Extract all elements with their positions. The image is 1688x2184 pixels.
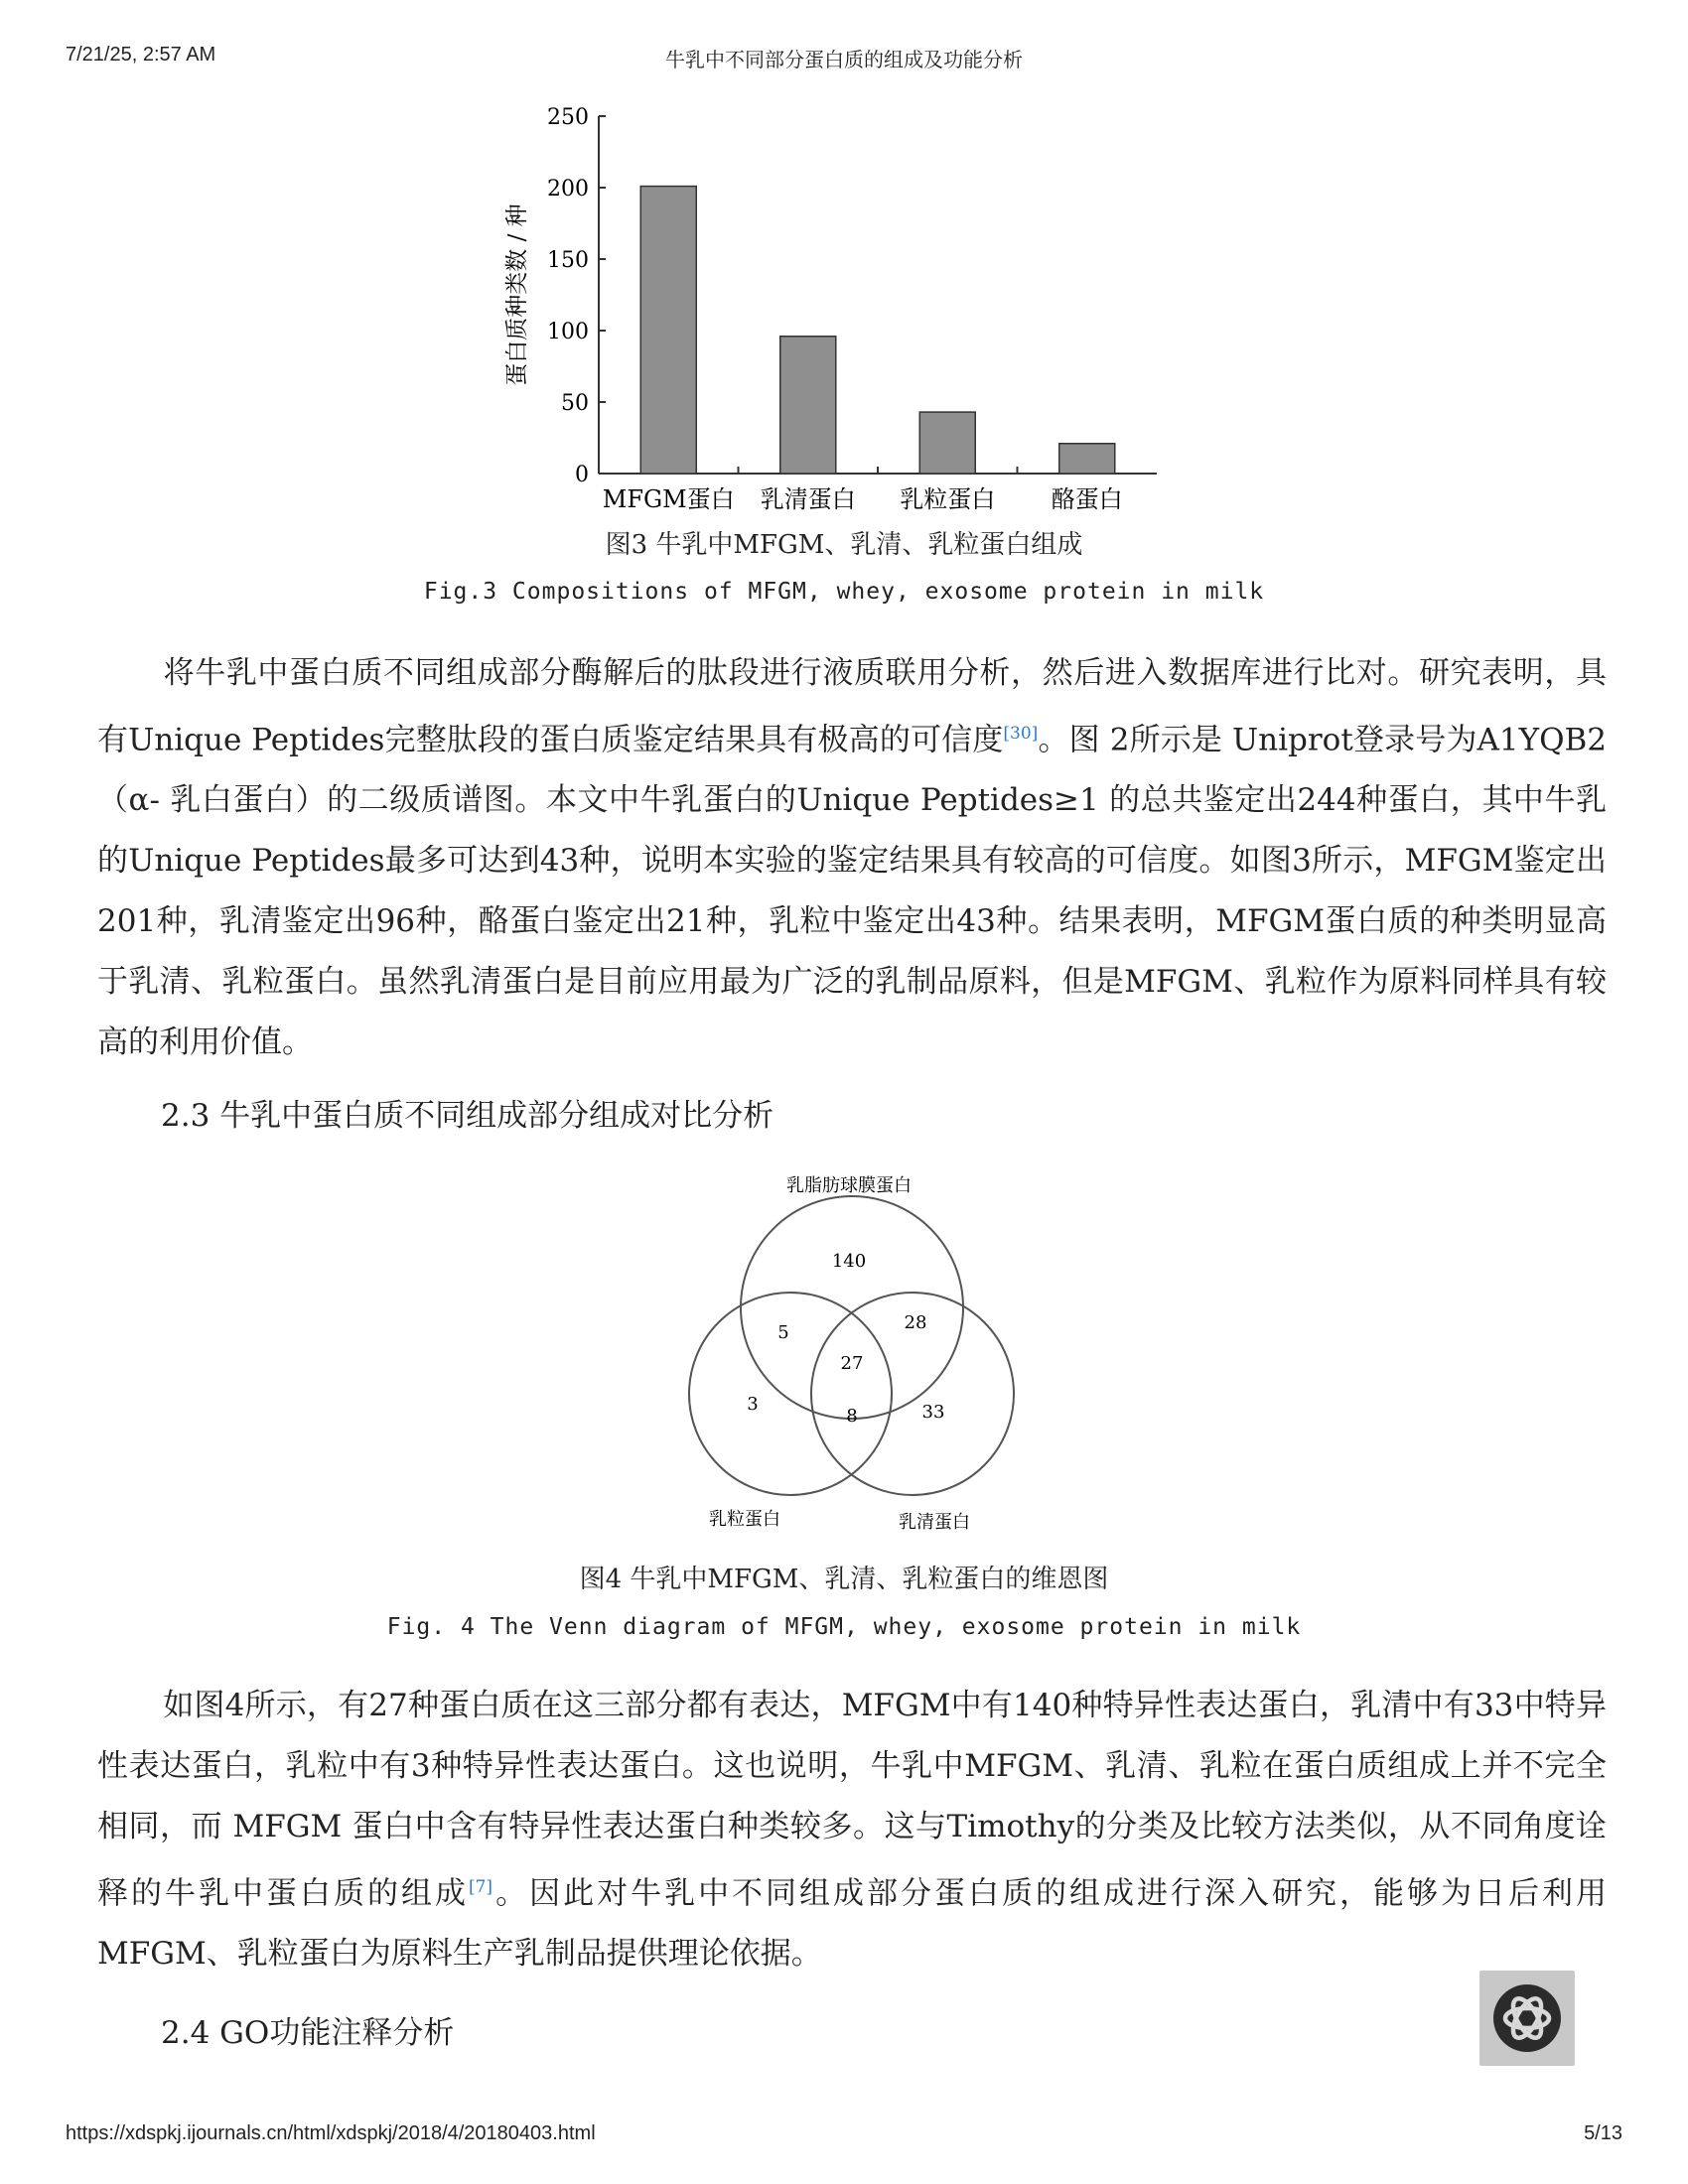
bar-3 bbox=[1059, 444, 1115, 474]
venn-value-exosome-whey: 8 bbox=[846, 1406, 858, 1427]
y-tick-label: 150 bbox=[547, 248, 589, 273]
bar-1 bbox=[780, 337, 836, 474]
x-category-label: 乳粒蛋白 bbox=[900, 485, 996, 513]
bar-0 bbox=[640, 187, 696, 474]
y-tick-label: 0 bbox=[575, 463, 589, 487]
section-heading-2-4: 2.4 GO功能注释分析 bbox=[161, 2015, 455, 2051]
venn-label-exosome: 乳粒蛋白 bbox=[709, 1509, 780, 1530]
paragraph-1-text-b: 。图 2所示是 Uniprot登录号为A1YQB2（α- 乳白蛋白）的二级质谱图。本文中牛乳蛋白的Unique Peptides≥1 的总共鉴定出244种蛋白，其中牛乳的Unique Peptides最多可达到43种，说明本实验的鉴定结果具有较高的可信度。如图3所示，MFGM鉴定出201种，乳清鉴定出96种，酪蛋白鉴定出21种，乳粒中鉴定出43种。结果表明，MFGM蛋白质的种类明显高于乳清、乳粒蛋白。虽然乳清蛋白是目前应用最为广泛的乳制品原料，但是MFGM、乳粒作为原料同样具有较高的利用价值。 bbox=[97, 722, 1608, 1061]
venn-value-exosome-only: 3 bbox=[747, 1394, 759, 1415]
paragraph-2-text-a: 如图4所示，有27种蛋白质在这三部分都有表达，MFGM中有140种特异性表达蛋白，乳清中有33中特异性表达蛋白，乳粒中有3种特异性表达蛋白。这也说明，牛乳中MFGM、乳清、乳粒在蛋白质组成上并不完全相同，而 MFGM 蛋白中含有特异性表达蛋白种类较多。这与Timothy的分类及比较方法类似，从不同角度诠释的牛乳中蛋白质的组成 bbox=[97, 1688, 1607, 1912]
venn-label-whey: 乳清蛋白 bbox=[899, 1512, 970, 1533]
y-tick-label: 250 bbox=[547, 105, 589, 130]
chatgpt-floating-button[interactable] bbox=[1479, 1971, 1575, 2066]
section-heading-2-3: 2.3 牛乳中蛋白质不同组成部分组成对比分析 bbox=[161, 1098, 774, 1134]
page-number: 5/13 bbox=[1584, 2122, 1622, 2144]
venn-value-mfgm-whey: 28 bbox=[904, 1312, 927, 1333]
venn-label-mfgm: 乳脂肪球膜蛋白 bbox=[786, 1175, 912, 1196]
paragraph-2-text-b: 。因此对牛乳中不同组成部分蛋白质的组成进行深入研究，能够为日后利用MFGM、乳粒蛋白为原料生产乳制品提供理论依据。 bbox=[97, 1875, 1608, 1973]
venn-value-mfgm-exosome: 5 bbox=[777, 1322, 789, 1343]
reference-30-link[interactable]: [30] bbox=[1003, 724, 1039, 744]
paragraph-2 bbox=[97, 1676, 1607, 1984]
venn-value-mfgm-only: 140 bbox=[831, 1251, 867, 1272]
venn-value-all-three: 27 bbox=[840, 1353, 864, 1374]
paragraph-1 bbox=[97, 643, 1607, 1073]
y-tick-label: 200 bbox=[547, 177, 589, 202]
y-tick-label: 50 bbox=[561, 391, 589, 416]
y-axis-label: 蛋白质种类数 / 种 bbox=[504, 204, 530, 386]
bar-2 bbox=[919, 412, 975, 474]
x-category-label: MFGM蛋白 bbox=[602, 485, 735, 513]
paragraph-1-text-a: 将牛乳中蛋白质不同组成部分酶解后的肽段进行液质联用分析，然后进入数据库进行比对。研究表明，具有Unique Peptides完整肽段的蛋白质鉴定结果具有极高的可信度 bbox=[97, 655, 1607, 758]
x-category-label: 酪蛋白 bbox=[1051, 485, 1123, 513]
y-tick-label: 100 bbox=[547, 320, 589, 344]
figure4-caption-en: Fig. 4 The Venn diagram of MFGM, whey, exosome protein in milk bbox=[386, 1614, 1302, 1640]
page-header-title: 牛乳中不同部分蛋白质的组成及功能分析 bbox=[665, 50, 1023, 71]
openai-logo-icon bbox=[1479, 1971, 1575, 2066]
figure3-caption-en: Fig.3 Compositions of MFGM, whey, exosome protein in milk bbox=[423, 579, 1265, 605]
reference-7-link[interactable]: [7] bbox=[468, 1877, 493, 1897]
venn-value-whey-only: 33 bbox=[921, 1402, 945, 1423]
figure4-venn-diagram bbox=[655, 1161, 1053, 1539]
venn-circle-mfgm bbox=[741, 1196, 963, 1419]
figure4-caption-cn: 图4 牛乳中MFGM、乳清、乳粒蛋白的维恩图 bbox=[579, 1565, 1109, 1594]
print-datetime: 7/21/25, 2:57 AM bbox=[66, 44, 216, 66]
x-category-label: 乳清蛋白 bbox=[760, 485, 856, 513]
figure3-caption-cn: 图3 牛乳中MFGM、乳清、乳粒蛋白组成 bbox=[605, 530, 1083, 560]
venn-circle-exosome bbox=[689, 1293, 892, 1495]
page-url: https://xdspkj.ijournals.cn/html/xdspkj/2018/4/20180403.html bbox=[66, 2122, 596, 2144]
